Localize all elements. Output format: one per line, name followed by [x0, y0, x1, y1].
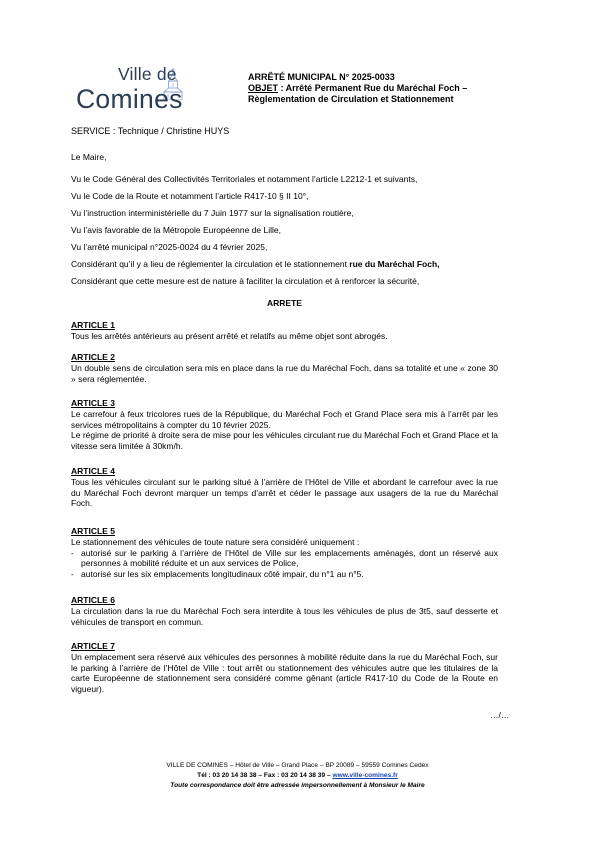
objet-text: : Arrêté Permanent Rue du Maréchal Foch –: [278, 83, 468, 93]
document-header: [248, 72, 467, 105]
objet-line: [248, 83, 467, 94]
article-7: [71, 641, 498, 695]
objet-label: OBJET: [248, 83, 279, 93]
article-5-title: ARTICLE 5: [71, 526, 115, 536]
service-line: SERVICE : Technique / Christine HUYS: [71, 126, 230, 136]
article-7-text: Un emplacement sera réservé aux véhicules des personnes à mobilité réduite dans la rue du Maréchal Foch, sur le parking à l’arrière de l’Hôtel de Ville : tout arrêt ou stationnement des véhicules autre que les titulaires de la carte Européenne de stationnement sera considéré comme gênant (article R417-10 du Code de la Route en vigueur).: [71, 651, 498, 695]
arrete-heading: ARRETE: [267, 298, 302, 308]
article-2-text: Un double sens de circulation sera mis en place dans la rue du Maréchal Foch, dans sa totalité et une « zone 30 » sera réglementée.: [71, 362, 498, 384]
article-3: [71, 398, 498, 452]
article-4: [71, 466, 498, 509]
logo-comines: Comines: [76, 84, 183, 114]
considerant-1-street: rue du Maréchal Foch,: [349, 259, 440, 269]
footer-website-link[interactable]: www.ville-comines.fr: [332, 772, 398, 779]
footer-phone-fax: Tél : 03 20 14 38 38 – Fax : 03 20 14 38 39 –: [197, 772, 333, 779]
article-1-text: Tous les arrêtés antérieurs au présent arrêté et relatifs au même objet sont abrogés.: [71, 330, 388, 341]
article-5: [71, 526, 498, 580]
logo-ville-de: Ville de: [118, 64, 177, 84]
bullet-dash: -: [71, 569, 74, 580]
article-2: [71, 352, 498, 384]
article-5-bullet-1-text: autorisé sur le parking à l’arrière de l’Hôtel de Ville sur les emplacements aménagés, dont un réservé aux personnes à mobilité réduite et un aux services de Police,: [81, 547, 498, 569]
article-2-title: ARTICLE 2: [71, 352, 115, 362]
article-4-title: ARTICLE 4: [71, 466, 115, 476]
page-continuation: …/…: [490, 710, 510, 720]
footer-correspondence-note: Toute correspondance doit être adressée impersonnellement à Monsieur le Maire: [170, 782, 425, 789]
objet-line-2: Règlementation de Circulation et Stationnement: [248, 94, 454, 104]
article-6-title: ARTICLE 6: [71, 595, 115, 605]
article-5-bullet-2-text: autorisé sur les six emplacements longitudinaux côté impair, du n°1 au n°5.: [81, 569, 364, 580]
footer-contact: [0, 771, 595, 781]
le-maire: Le Maire,: [71, 152, 107, 162]
arrete-number: ARRÊTÉ MUNICIPAL N° 2025-0033: [248, 72, 395, 82]
article-6-text: La circulation dans la rue du Maréchal Foch sera interdite à tous les véhicules de plus de 3t5, sauf desserte et véhicules de transport en commun.: [71, 605, 498, 627]
considerant-1-text: Considérant qu’il y a lieu de réglementer la circulation et le stationnement: [71, 259, 350, 269]
considerant-1: [71, 259, 498, 270]
article-6: [71, 595, 498, 627]
article-5-intro: Le stationnement des véhicules de toute nature sera considéré uniquement :: [71, 536, 360, 547]
footer-address: VILLE DE COMINES – Hôtel de Ville – Grand Place – BP 20089 – 59559 Comines Cedex: [166, 762, 429, 769]
visa-code-route: Vu le Code de la Route et notamment l’article R417-10 § II 10°,: [71, 191, 309, 201]
article-1: [71, 320, 498, 342]
article-3-title: ARTICLE 3: [71, 398, 115, 408]
article-5-bullet-2: [71, 569, 498, 580]
visa-metropole: Vu l’avis favorable de la Métropole Européenne de Lille,: [71, 225, 281, 235]
footer: [0, 761, 595, 791]
article-4-text: Tous les véhicules circulant sur le parking situé à l’arrière de l’Hôtel de Ville et abordant le carrefour avec la rue du Maréchal Foch devront marquer un temps d’arrêt et céder le passage aux usagers de la rue du Maréchal Foch.: [71, 476, 498, 509]
bullet-dash: -: [71, 547, 74, 558]
visa-arrete: Vu l’arrêté municipal n°2025-0024 du 4 février 2025,: [71, 242, 268, 252]
visa-cgct: Vu le Code Général des Collectivités Territoriales et notamment l’article L2212-1 et suivants,: [71, 174, 418, 184]
article-5-bullet-1: [71, 548, 498, 570]
article-3-text-1: Le carrefour à feux tricolores rues de la République, du Maréchal Foch et Grand Place sera mis à l’arrêt par les services métropolitains à compter du 10 février 2025.: [71, 408, 498, 430]
visa-instruction: Vu l’instruction interministérielle du 7 Juin 1977 sur la signalisation routière,: [71, 208, 354, 218]
article-1-title: ARTICLE 1: [71, 320, 115, 330]
article-7-title: ARTICLE 7: [71, 641, 115, 651]
article-3-text-2: Le régime de priorité à droite sera de mise pour les véhicules circulant rue du Maréchal Foch et Grand Place et la vitesse sera limitée à 30km/h.: [71, 430, 498, 452]
considerant-2: Considérant que cette mesure est de nature à faciliter la circulation et à renforcer la sécurité,: [71, 276, 420, 286]
